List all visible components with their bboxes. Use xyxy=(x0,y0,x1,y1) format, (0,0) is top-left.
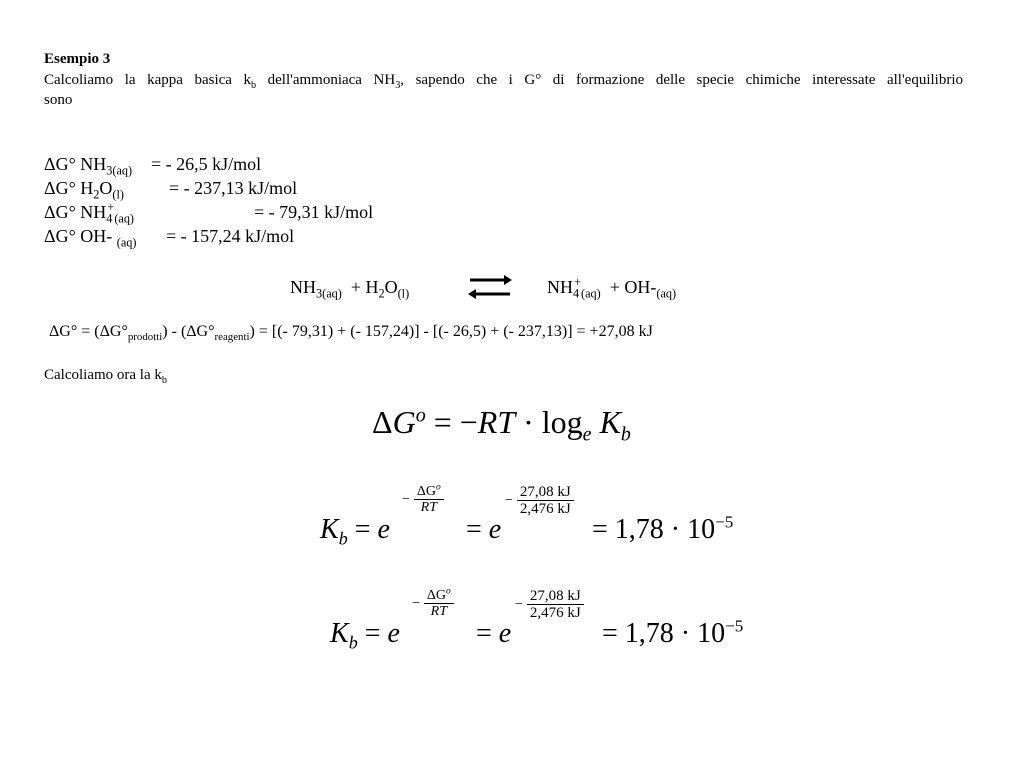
intro-line-2: sono xyxy=(44,92,73,108)
equilibrium-arrows-icon xyxy=(466,272,514,302)
formula-kb-2-result: = $1,78 \cdot 10^{-5}$ xyxy=(602,616,744,649)
formula-kb-1-result: = $1,78 \cdot 10^{-5}$ xyxy=(592,512,734,545)
formation-nh3: ΔG° $NH_{3(aq)}$ xyxy=(44,154,133,178)
example-heading: Esempio 3 xyxy=(44,51,111,67)
formula-gibbs-log: $\Delta G^o = -RT \cdot \log_e K_b$ xyxy=(372,404,631,446)
formation-oh-value: = - 157,24 kJ/mol xyxy=(166,226,295,246)
formula-kb-2-exp2: − $\frac{27,08 kJ}{2,476 kJ}$ xyxy=(515,588,584,621)
formation-h2o-value: = - 237,13 kJ/mol xyxy=(169,178,298,198)
delta-g-equation: $\Delta G^\circ = (\Delta G^\circ_{prodotti}) - (\Delta G^\circ_{reagenti})$ = [(- 79,31) + (- 157,24)] - [(- 26,5) + (- 237,13)] = +27,08 kJ xyxy=(49,323,653,344)
formula-kb-1-exp2: − $\frac{27,08 kJ}{2,476 kJ}$ xyxy=(505,484,574,517)
formula-kb-2-mid: = e xyxy=(476,618,512,649)
formula-kb-1-exp1: − $\frac{\Delta G^o}{RT}$ xyxy=(402,484,444,515)
formation-nh3-value: = - 26,5 kJ/mol xyxy=(151,154,262,174)
reaction-reactants: $NH_{3(aq)} + H_2O_{(l)}$ xyxy=(290,277,410,301)
formula-kb-1-lhs: $K_b = e$ xyxy=(320,514,390,549)
formula-kb-2-lhs: $K_b = e$ xyxy=(330,618,400,653)
reaction-products: $NH_4^+_{(aq)} + OH-_{(aq)}$ xyxy=(547,275,677,301)
formula-kb-1-mid: = e xyxy=(466,514,502,545)
calc-line: Calcoliamo ora la $k_b$ xyxy=(44,367,167,386)
intro-line-1: Calcoliamo la kappa basica $k_b$ dell'ammoniaca $NH_3$, sapendo che i G° di formazione delle specie chimiche interessate all'equilibrio xyxy=(44,72,963,91)
formula-kb-2-exp1: − $\frac{\Delta G^o}{RT}$ xyxy=(412,588,454,619)
formation-h2o: ΔG° $H_2O_{(l)}$ xyxy=(44,178,124,202)
formation-oh: ΔG° OH- $_{(aq)}$ xyxy=(44,226,137,250)
formation-nh4: ΔG° $NH_4^+_{(aq)}$ xyxy=(44,200,135,226)
formation-nh4-value: = - 79,31 kJ/mol xyxy=(254,202,374,222)
